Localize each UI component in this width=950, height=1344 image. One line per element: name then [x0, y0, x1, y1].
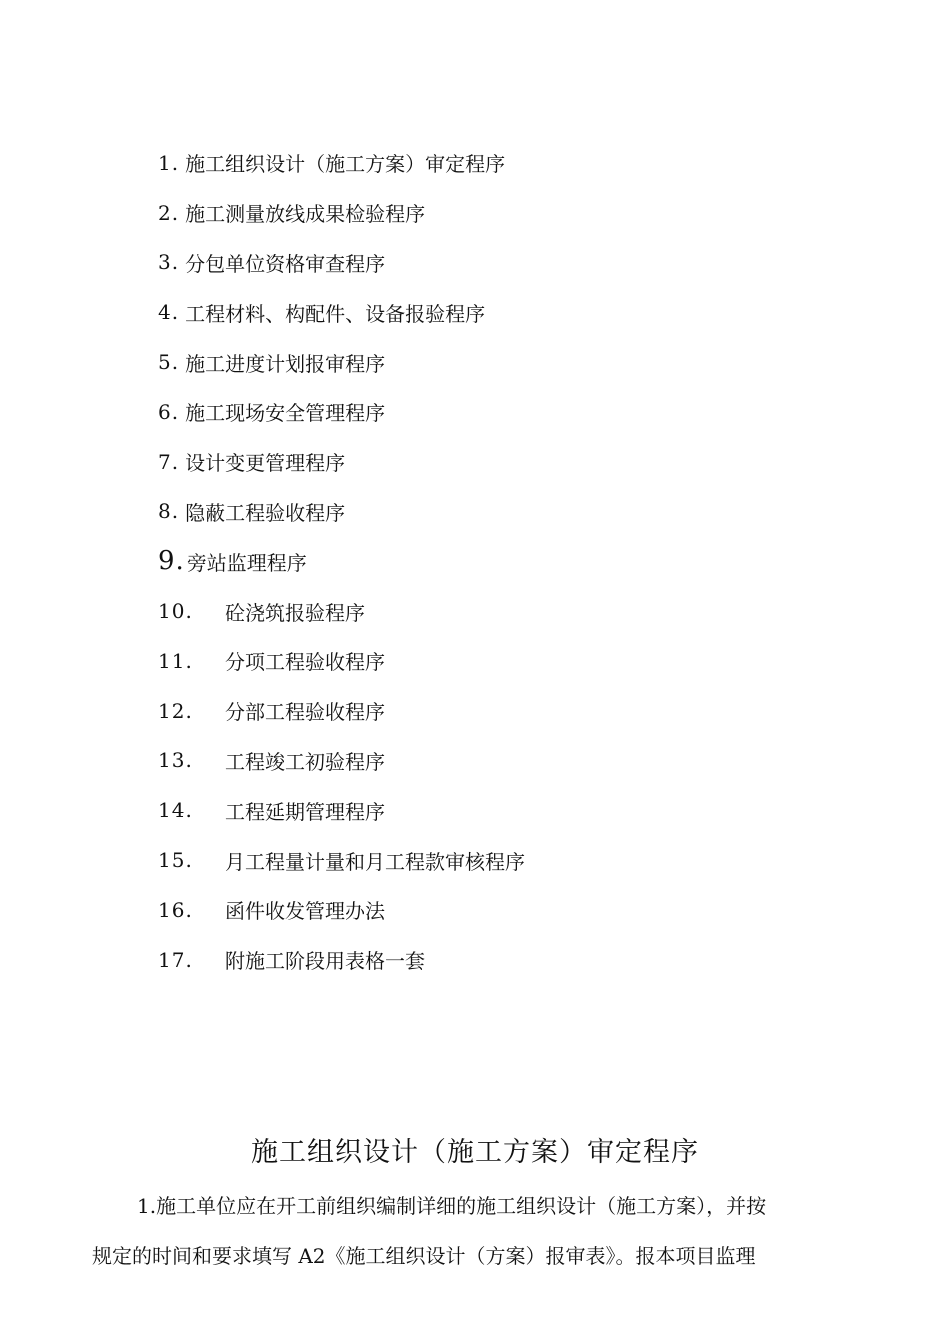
section-title: 施工组织设计（施工方案）审定程序 — [251, 1137, 699, 1168]
toc-item-text: 工程材料、构配件、设备报验程序 — [185, 301, 486, 326]
toc-item-number: 6. — [158, 399, 180, 424]
paragraph-line: 1.施工单位应在开工前组织编制详细的施工组织设计（施工方案），并按 — [137, 1194, 767, 1218]
paragraph-line: 规定的时间和要求填写 A2《施工组织设计（方案）报审表》。报本项目监理 — [92, 1244, 756, 1268]
toc-item-text: 旁站监理程序 — [186, 550, 307, 575]
toc-item-number: 1. — [158, 150, 180, 175]
toc-item — [158, 785, 858, 835]
toc-item-text: 分部工程验收程序 — [225, 700, 385, 725]
toc-item-text: 附施工阶段用表格一套 — [225, 949, 425, 974]
toc-item — [158, 935, 858, 985]
toc-item-number: 11. — [158, 648, 193, 673]
toc-item — [158, 337, 858, 387]
toc-item-text: 施工测量放线成果检验程序 — [185, 202, 426, 227]
toc-item — [158, 487, 858, 537]
toc-item-text: 施工组织设计（施工方案）审定程序 — [185, 152, 506, 177]
toc-item-number: 7. — [158, 449, 180, 474]
toc-item-number: 3. — [158, 250, 180, 275]
toc-item-text: 砼浇筑报验程序 — [225, 600, 365, 625]
toc-item — [158, 885, 858, 935]
toc-item-text: 函件收发管理办法 — [225, 899, 385, 924]
toc-item-text: 分项工程验收程序 — [225, 650, 385, 675]
toc-item-number: 8. — [158, 499, 180, 524]
toc-item-text: 施工进度计划报审程序 — [185, 351, 386, 376]
toc-item — [158, 636, 858, 686]
toc-item-text: 施工现场安全管理程序 — [185, 401, 386, 426]
toc-item-text: 设计变更管理程序 — [185, 451, 346, 476]
toc-item — [158, 188, 858, 238]
toc-item-text: 隐蔽工程验收程序 — [185, 500, 346, 525]
toc-item — [158, 536, 858, 586]
toc-item — [158, 686, 858, 736]
toc-item-number: 17. — [158, 947, 193, 972]
toc-item — [158, 437, 858, 487]
toc-item-number: 2. — [158, 200, 180, 225]
toc-item — [158, 138, 858, 188]
toc-item-text: 月工程量计量和月工程款审核程序 — [225, 849, 525, 874]
toc-item-number: 14. — [158, 798, 193, 823]
toc-item-number: 9. — [158, 546, 185, 577]
toc-item-number: 12. — [158, 698, 193, 723]
toc-item-number: 13. — [158, 748, 193, 773]
toc-item — [158, 736, 858, 786]
toc-item-text: 分包单位资格审查程序 — [185, 251, 386, 276]
toc-item-number: 5. — [158, 350, 180, 375]
toc-item-text: 工程延期管理程序 — [225, 799, 385, 824]
toc-item-number: 4. — [158, 300, 180, 325]
toc-item — [158, 387, 858, 437]
toc-item — [158, 238, 858, 288]
toc-item-number: 16. — [158, 897, 193, 922]
toc-item — [158, 835, 858, 885]
toc-item — [158, 287, 858, 337]
toc-item — [158, 586, 858, 636]
toc-item-text: 工程竣工初验程序 — [225, 749, 385, 774]
toc-item-number: 10. — [158, 599, 193, 624]
toc-item-number: 15. — [158, 848, 193, 873]
table-of-contents — [158, 138, 858, 985]
